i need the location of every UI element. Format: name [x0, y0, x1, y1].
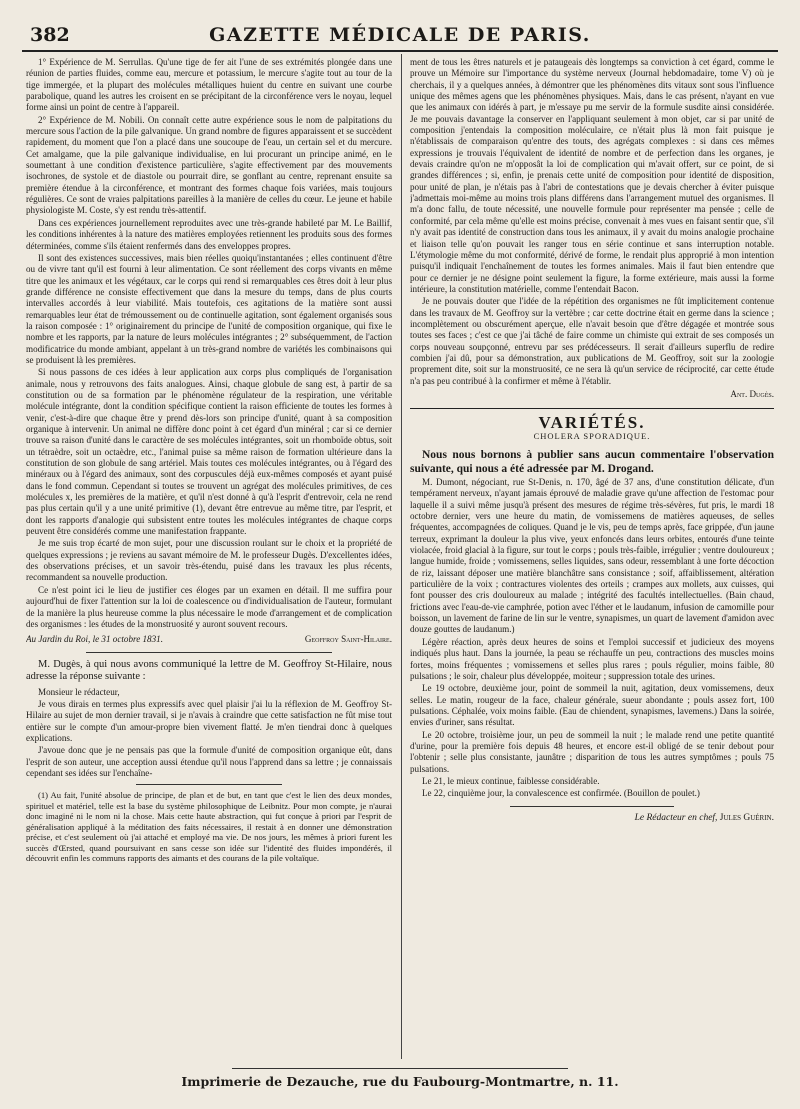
paragraph: Si nous passons de ces idées à leur application aux corps plus compliqués de l'organisation animale, nous y retrouvons des faits analogues. Ainsi, chaque globule de sang est, à partir de sa constitution ou de sa formation par le phénomène régulateur de la respiration, une véritable molécule intégrante, dont la condition spécifique contient la raison efficiente de toutes les formes à venir, c'est-à-dire que chaque être y prend dès-lors son principe d'unité, quant à sa composition organique à intervenir. Un animal ne diffère donc point à cet égard d'un minéral ; car si ce dernier trouve sa raison d'unité dans le caractère de ses molécules intégrantes, soit un rhomboïde obtus, soit un tétraèdre, soit un octaèdre, etc., l'animal puise sa même raison de formation ultérieure dans la constitution de son globule de sang artériel. Mais toutes ces molécules intégrantes, ou à l'égard des minéraux ou à l'égard des animaux, sont des corpuscules déjà eux-mêmes composés et ayant puisé dans le fond commun. Cependant si toutes se trouvent un agrégat des molécules primitives, de ces molécules x, les premières de la matière, et qu'il n'est donné à qu'à l'esprit d'entrevoir, cela ne rend pas plus certain qu'il y a une unité primitive (1), devant être entrevue au même titre, par l'esprit, et dont les rapports d'analogie qui subsistent entre toutes les molécules intégrantes de chaque corps peuvent être considérés comme une manifestation frappante.: [26, 367, 392, 537]
footnote-separator: [136, 784, 282, 785]
paragraph: Le 20 octobre, troisième jour, un peu de sommeil la nuit ; le malade rend une petite quantité d'urine, pour la première fois depuis 48 heures, et encore est-il obligé de se tenir debout pour l'obtenir ; selle plus consistante, jaunâtre ; disparition de tous les autres symptômes ; pouls 75 pulsations.: [410, 729, 774, 774]
page-number: 382: [30, 24, 70, 46]
paragraph: Je vous dirais en termes plus expressifs avec quel plaisir j'ai lu la réflexion de M. Geoffroy St-Hilaire au sujet de mon dernier travail, si je n'avais à craindre que cette satisfaction ne fût mise tout entière sur le compte d'un amour-propre bien vivement flatté. Je m'en tiendrai donc à quelques explications.: [26, 698, 392, 743]
separator: [510, 806, 674, 807]
printer-imprint: Imprimerie de Dezauche, rue du Faubourg-Montmartre, n. 11.: [181, 1074, 619, 1089]
paragraph: Je ne pouvais douter que l'idée de la répétition des organismes ne fût implicitement contenue dans les travaux de M. Geoffroy sur la vertèbre ; car cette doctrine était en germe dans la science ; incomplètement ou obscurément aperçue, elle n'avait besoin que d'être dégagée et montrée sous toutes ses faces ; c'est ce que j'ai tâché de faire comme un chimiste qui extrait de ses composés un corps nouveau soupçonné, entrevu par ses prédécesseurs. Il serait d'ailleurs superflu de redire combien j'ai dû, pour sa démonstration, aux publications de M. Geoffroy, soit sur la zoologie proprement dite, soit sur la monstruosité, ce ne sera là qu'un service de réciprocité, car cette étude n'a pas peu contribué à la confirmer et même à l'établir.: [410, 296, 774, 386]
paragraph: Légère réaction, après deux heures de soins et l'emploi successif et judicieux des moyens indiqués plus haut. Dans la journée, la peau se réchauffe un peu, contractions des muscles moins fortes, moins fréquentes ; vomissemens et selles plus rares ; pouls régulier, moins faible, 80 pulsations ; le soir, chaleur plus développée, moiteur ; suppression totale des urines.: [410, 636, 774, 681]
journal-title: GAZETTE MÉDICALE DE PARIS.: [209, 24, 591, 46]
section-separator: [410, 408, 774, 409]
section-intro: Nous nous bornons à publier sans aucun commentaire l'observation suivante, qui nous a été adressée par M. Drogand.: [410, 449, 774, 475]
page-header: [22, 22, 778, 52]
paragraph: ment de tous les êtres naturels et je pataugeais dès longtemps sa conviction à cet égard, comme le prouve un Mémoire sur l'importance du système nerveux (Journal hebdomadaire, tome V) où je cherchais, il y a quelques années, à démontrer que les phénomènes dits vitaux sont sous l'influence unique des mêmes agens que les phénomènes physiques. Mais, dans le cas présent, n'ayant en vue que les animaux con idérés à part, je m'essaye pu me servir de la formule susdite ainsi considérée. Je me pouvais davantage la conserver en l'appliquant seulement à mon objet, car si par unité de composition j'entendais la composition moléculaire, ce n'était plus là mon fait puisque je n'établissais de comparaison qu'entre des touts, des agrégats complexes : si dans ces mêmes expressions je trouvais l'équivalent de identité de nombre et de perfection dans les organes, je devais craindre qu'on ne m'opposât la loi de complication qui m'avait offert, sur ce point, de si grandes différences ; si, enfin, je prenais cette unité de composition pour identité de disposition, pour unité de plan, je n'étais pas à l'abri de contestations que je devais chercher à éviter puisque j'admettais moi-même au moins trois plans différens dans l'arrangement mutuel des organismes. Il m'a donc fallu, de toute nécessité, une nouvelle formule pour représenter ma pensée ; celle de conformité, par cela même qu'elle est moins précise, convenait à mes vues en faisant sentir que, s'il n'y avait pas identité de construction dans tous les animaux, il y avait du moins analogie prochaine et liaison telle qu'on pouvait les ranger tous en série continue et sans interruption notable. L'étymologie même du mot conformité, dérivé de forme, le rendait plus approprié à mon intention puisqu'il indiquait l'enchaînement de toutes les formes animales. Mais il faut bien entendre que pour ce dernier je ne désigne point seulement la figure, la forme extérieure, mais aussi la forme intérieure, la constitution matérielle, comme l'entendait Bacon.: [410, 57, 774, 294]
right-column: [410, 57, 774, 1057]
editor-name: Jules Guérin.: [719, 812, 774, 823]
footer-rule: [232, 1068, 568, 1069]
author-signature: Ant. Dugès.: [730, 388, 774, 399]
editor-signature: [410, 813, 774, 824]
paragraph: Le 19 octobre, deuxième jour, point de sommeil la nuit, agitation, deux vomissemens, deux selles. Le matin, rougeur de la face, chaleur générale, sueur abondante ; pouls assez fort, 100 pulsations. Céphalée, voix moins faible. (Eau de chiendent, synapismes, lavemens.) Dans la soirée, envies d'uriner, sans résultat.: [410, 683, 774, 728]
salutation: Monsieur le rédacteur,: [38, 686, 120, 697]
footnote: (1) Au fait, l'unité absolue de principe, de plan et de but, en tant que c'est le lien des deux mondes, spirituel et matériel, telle est la base du système philosophique de Leibnitz. Pour mon compte, je n'aurai donc imaginé ni le nom ni la chose. Mais cette haute abstraction, qui fut conçue à priori par l'esprit de généralisation appliqué à la méditation des faits nécessaires, il restait à en donner une démonstration précise, et c'est seulement où j'ai attaché et employé ma vie. De nos jours, les mêmes à priori furent les succès d'Œrsted, quand poursuivant en sans cesse son idée sur l'identité des fluides impondérés, il découvrit enfin les communs rapports des aimants et des courans de la pile voltaïque.: [26, 790, 392, 864]
column-divider: [401, 54, 402, 1059]
paragraph: 2° Expérience de M. Nobili. On connaît cette autre expérience sous le nom de palpitations du mercure sous l'action de la pile galvanique. Un grand nombre de figures apparaissent et se succèdent rapidement, du moment que l'on a placé dans une soucoupe de l'eau, un certain sel et du mercure. Cet amalgame, que la pile galvanique individualise, en lui procurant un principe animé, en le soumettant à une condition d'existence particulière, s'agite effectivement par des mouvements isochrones, de systole et de diastole ou pourrait dire, se gonflant au centre, reprenant ensuite sa première étendue à la circonférence, et montrant des formes chaque fois variées, mais toujours régulières. Ce sont de vraies palpitations pareilles à la manière de celles du cœur. Le jeune et habile physiologiste M. Coste, s'y est rendu très-attentif.: [26, 114, 392, 216]
section-subtitle: CHOLERA SPORADIQUE.: [533, 430, 651, 441]
editor-label: Le Rédacteur en chef,: [634, 812, 718, 823]
paragraph: Je me suis trop écarté de mon sujet, pour une discussion roulant sur le choix et la propriété de quelques expressions ; je reviens au savant mémoire de M. le professeur Dugès. D'excellentes idées, des observations précises, et un savoir très-étendu, puisé dans les travaux les plus récents, recommandent sa nouvelle production.: [26, 538, 392, 583]
paragraph: Le 21, le mieux continue, faiblesse considérable.: [422, 775, 600, 786]
paragraph: J'avoue donc que je ne pensais pas que la formule d'unité de composition organique eût, dans l'esprit de son auteur, une acception aussi étendue qu'il nous l'apprend dans sa lettre ; je connaissais cependant ses idées sur l'enchaîne-: [26, 745, 392, 778]
separator: [86, 652, 332, 653]
section-title: VARIÉTÉS.: [538, 413, 646, 433]
dateline: Au Jardin du Roi, le 31 octobre 1831.: [26, 634, 163, 645]
paragraph: Le 22, cinquième jour, la convalescence est confirmée. (Bouillon de poulet.): [422, 788, 700, 799]
paragraph: M. Dumont, négociant, rue St-Denis, n. 170, âgé de 37 ans, d'une constitution délicate, d'un tempérament nerveux, n'ayant jamais éprouvé de maladie grave qu'une affection de l'estomac pour laquelle il a suivi même jusqu'à présent des mesures de régime très-sévères, fut pris, le mardi 18 octobre dernier, vers une heure du matin, de vomissemens de matières aqueuses, de selles fréquentes, accompagnées de coliques. Quand je le vis, peu de temps après, face grippée, d'un jaune terreux, exprimant la douleur la plus vive, yeux enfoncés dans leurs orbites, entourés d'une teinte violacée, froid glacial à la figure, sur tout le corps ; pouls très-faible, irrégulier ; ventre douloureux ; langue humide, froide ; vomissemens, selles liquides, sans odeur, ressemblant à une forte décoction de riz, laissant déposer une matière blanchâtre sans consistance ; soif, affaiblissement, altération particulière de la voix ; contractures violentes des orteils ; crampes aux mollets, aux cuisses, qui font pousser des cris douloureux au malade ; intégrité des facultés intellectuelles. (Bain chaud, frictions avec l'eau-de-vie camphrée, potion avec l'éther et le laudanum, infusion de camomille pour boisson, un lavement de farine de lin sur le ventre, synapismes, un quart de lavement d'amidon avec douze gouttes de laudanum.): [410, 477, 774, 635]
paragraph: Ce n'est point ici le lieu de justifier ces éloges par un examen en détail. Il me suffira pour aujourd'hui de fixer l'attention sur la loi de coalescence ou d'individualisation de l'auteur, formulant de la manière la plus heureuse comme la plus nécessaire le mode d'arrangement et de complication des organismes : les études de la monstruosité y auront souvent recours.: [26, 584, 392, 629]
paragraph: Dans ces expériences journellement reproduites avec une très-grande habileté par M. Le Baillif, les conditions inhérentes à la nature des matières employées retiennent les produits sous des formes déterminées, comme s'ils étaient renfermés dans des enveloppes propres.: [26, 217, 392, 251]
paragraph: M. Dugès, à qui nous avons communiqué la lettre de M. Geoffroy St-Hilaire, nous adresse la réponse suivante :: [26, 658, 392, 683]
paragraph: Il sont des existences successives, mais bien réelles quoiqu'instantanées ; elles continuent d'être ou de vivre tant qu'il est fourni à leur alimentation. Ce sont réellement des corps vivants en même titre que les animaux et les végétaux, car le corps qui rend si remarquables ces êtres doit à leur plus grande différence ne consiste effectivement que dans la mesure du temps, dans de plus courts intervalles accordés à leur viabilité. Mais toutefois, ces agitations de la matière sont aussi remarquables leur état de trémoussement ou de continuelle agitation, sont également organisés sous la raison composée : 1° originairement du principe de l'unité de composition organique, qui fixe le nombre et les rapports, par la nature de leurs molécules intégrantes ; 2° subséquemment, de l'action modificatrice du monde ambiant, appelant à un très-grand nombre de variétés les combinaisons qui se produisent là les premières.: [26, 252, 392, 365]
author-signature: Geoffroy Saint-Hilaire.: [304, 634, 392, 645]
paragraph: 1° Expérience de M. Serrullas. Qu'une tige de fer ait l'une de ses extrémités plongée dans une réunion de parties fluides, comme eau, mercure et potassium, le mercure s'agite tout au tour de la tige immergée, et la plupart des molécules métalliques huient du centre en suivant une courbe parabolique, quand les autres les croisent en se précipitant de la circonférence vers le noyau, lequel forme ainsi un point de centre à l'appareil.: [26, 57, 392, 113]
left-column: [26, 57, 392, 1057]
